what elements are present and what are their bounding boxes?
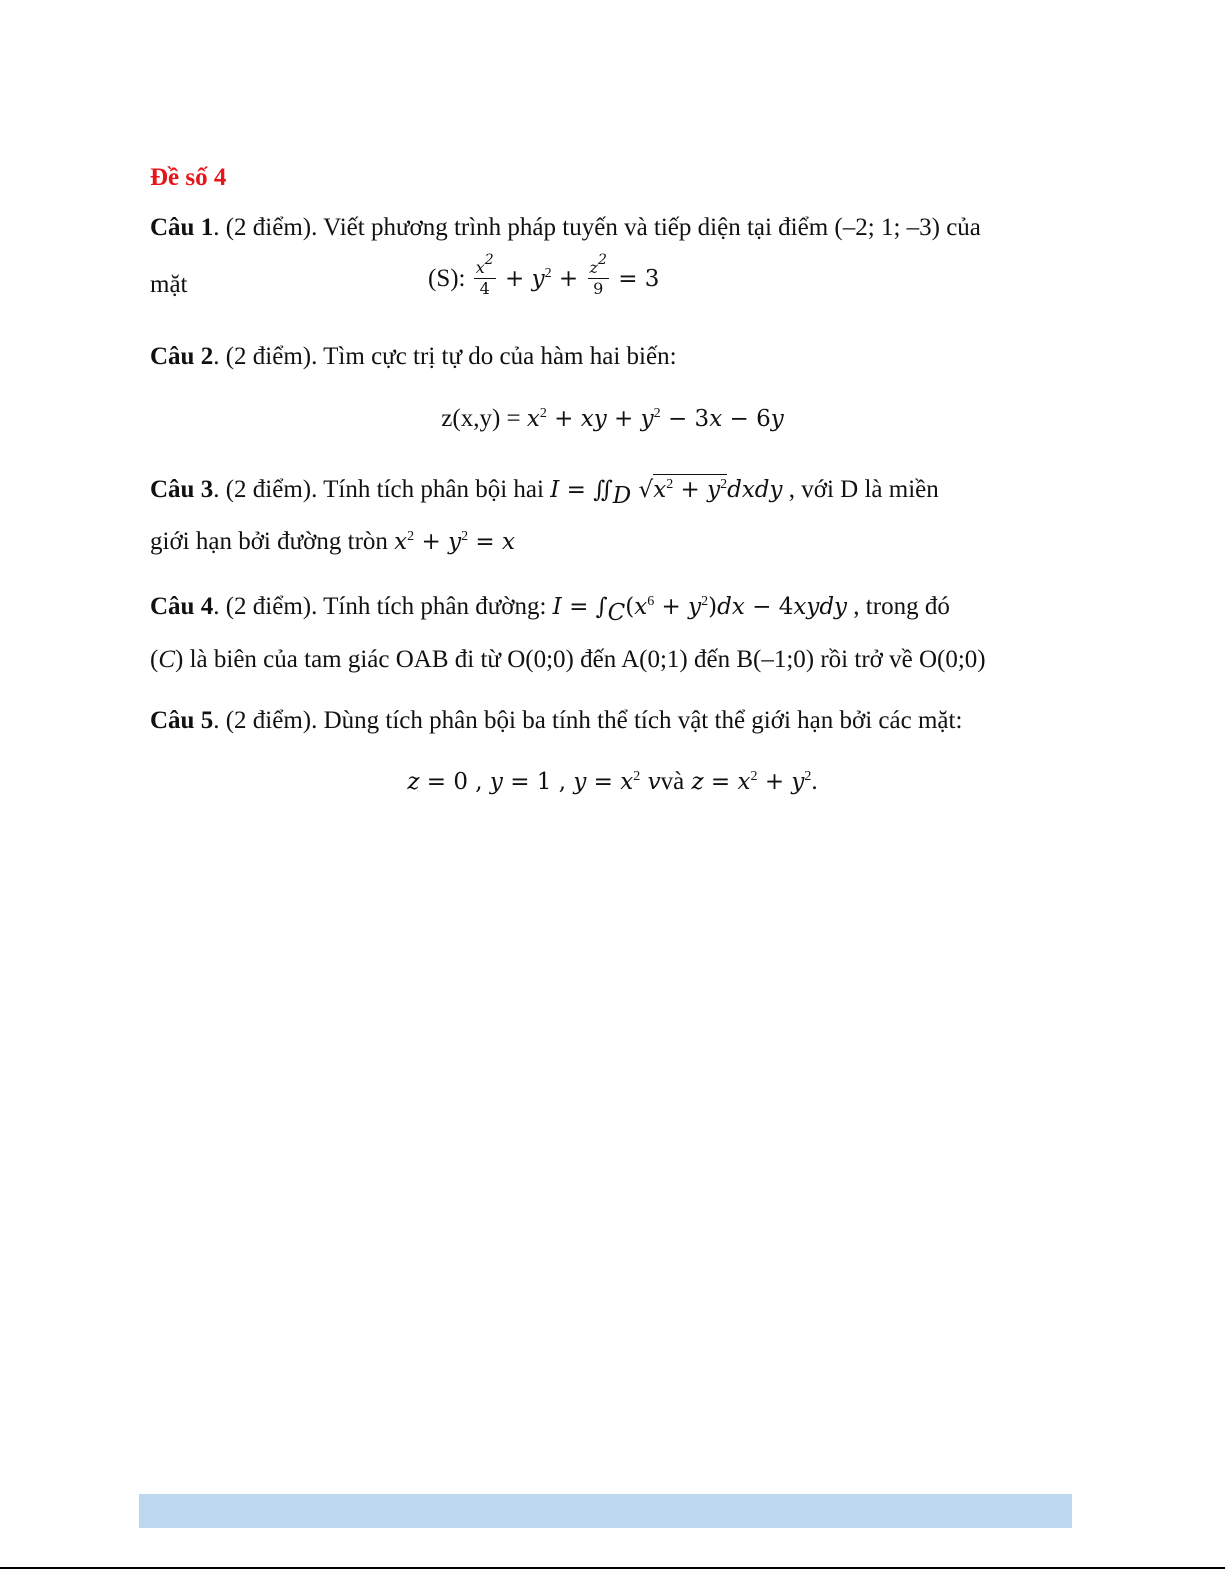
question-1-label: Câu 1: [150, 214, 214, 241]
question-2-text: . (2 điểm). Tìm cực trị tự do của hàm hai biến:: [213, 343, 677, 370]
question-1-equation: (S): $\frac{x^2}{4}$ + $y^2$ + $\frac{z^2}{9}$ = 3: [428, 252, 660, 298]
question-5-text: . (2 điểm). Dùng tích phân bội ba tính thể tích vật thể giới hạn bởi các mặt:: [213, 707, 963, 734]
question-2: [150, 342, 677, 372]
va-text: và: [660, 768, 685, 795]
question-1: [150, 213, 981, 243]
question-2-label: Câu 2: [150, 343, 214, 370]
question-4-cont-text: ) là biên của tam giác OAB đi từ O(0;0) đến A(0;1) đến B(–1;0) rồi trở về O(0;0): [175, 646, 986, 673]
question-4: Câu 4. (2 điểm). Tính tích phân đường: $I = \int_C(x^6 + y^2)dx$ − 4xydy , trong đó: [150, 593, 950, 626]
question-4-cont: (C) là biên của tam giác OAB đi từ O(0;0) đến A(0;1) đến B(–1;0) rồi trở về O(0;0): [150, 646, 986, 673]
question-1-cont-text: mặt: [150, 271, 188, 298]
function-prefix: z(x,y) =: [441, 405, 527, 432]
question-4-text: . (2 điểm). Tính tích phân đường:: [213, 593, 553, 620]
question-3-cont: giới hạn bởi đường tròn $x^2 + y^2 = x$: [150, 528, 515, 555]
question-5: [150, 706, 962, 736]
question-3-cont-text: giới hạn bởi đường tròn: [150, 528, 395, 555]
question-3: Câu 3. (2 điểm). Tính tích phân bội hai $I = ∬_D$ $√x^2$ + $y^2dxdy$ , với D là miền: [150, 476, 939, 509]
fraction-x2-over-4: $\frac{x^2}{4}$: [475, 252, 494, 298]
question-4-label: Câu 4: [150, 593, 214, 620]
question-1-text: . (2 điểm). Viết phương trình pháp tuyến và tiếp diện tại điểm (–2; 1; –3) của: [213, 214, 981, 241]
bottom-rule: [0, 1567, 1225, 1569]
fraction-z2-over-9: $\frac{z^2}{9}$: [589, 252, 607, 298]
footer-bar: [139, 1494, 1072, 1528]
question-3-text-after: , với D là miền: [782, 476, 939, 503]
question-4-text-after: , trong đó: [847, 593, 950, 620]
exam-title: Đề số 4: [150, 164, 227, 191]
equation-tail: = 3: [618, 266, 660, 293]
question-5-label: Câu 5: [150, 707, 214, 734]
question-5-surfaces: z = 0 , y = 1 , $y = x^2$ vvà $z = x^2 + y^2$.: [407, 768, 818, 795]
curve-c: C: [158, 646, 176, 673]
question-2-function: $z(x,y) = x^2$ + xy + $y^2 - 3x - 6y$: [441, 405, 784, 432]
surface-prefix: (S):: [428, 265, 472, 293]
question-1-cont: [150, 270, 188, 300]
question-3-label: Câu 3: [150, 476, 214, 503]
question-3-text: . (2 điểm). Tính tích phân bội hai: [213, 476, 551, 503]
